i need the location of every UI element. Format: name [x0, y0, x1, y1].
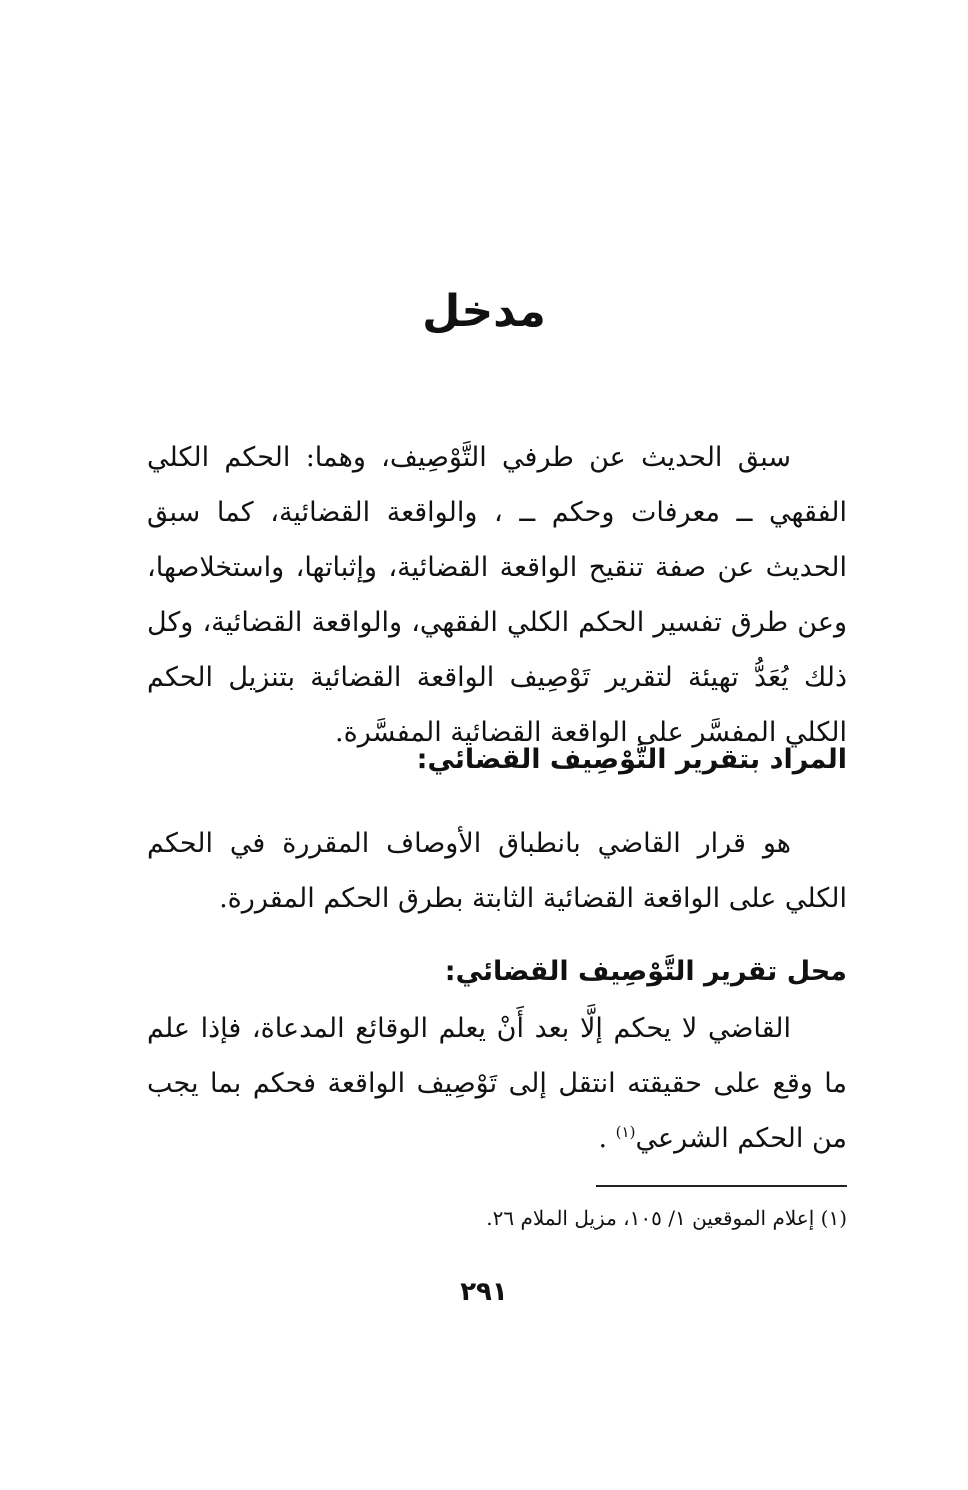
location-ending: .	[598, 1123, 616, 1154]
footnote-divider	[596, 1185, 847, 1187]
page-title: مدخل	[422, 286, 546, 337]
footnote-text: إعلام الموقعين ١/ ١٠٥، مزيل الملام ٢٦.	[486, 1206, 815, 1230]
meaning-text: هو قرار القاضي بانطباق الأوصاف المقررة في الحكم الكلي على الواقعة القضائية الثابتة بطرق الحكم المقررة.	[147, 828, 847, 914]
section-heading-meaning: المراد بتقرير التَّوْصِيف القضائي:	[416, 744, 847, 775]
footnote-marker: (١)	[820, 1206, 847, 1230]
section-body-location	[147, 1001, 847, 1166]
location-text: القاضي لا يحكم إلَّا بعد أَنْ يعلم الوقائع المدعاة، فإذا علم ما وقع على حقيقته انتقل إلى تَوْصِيف الواقعة فحكم بما يجب من الحكم الشرعي	[147, 1013, 847, 1154]
footnote-reference[interactable]: (١)	[615, 1123, 636, 1141]
footnote	[147, 1202, 847, 1234]
intro-text: سبق الحديث عن طرفي التَّوْصِيف، وهما: الحكم الكلي الفقهي ــ معرفات وحكم ــ ، والواقعة القضائية، كما سبق الحديث عن صفة تنقيح الواقعة القضائية، وإثباتها، واستخلاصها، وعن طرق تفسير الحكم الكلي الفقهي، والواقعة القضائية، وكل ذلك يُعَدُّ تهيئة لتقرير تَوْصِيف الواقعة القضائية بتنزيل الحكم الكلي المفسَّر على الواقعة القضائية المفسَّرة.	[147, 442, 847, 748]
section-heading-location: محل تقرير التَّوْصِيف القضائي:	[444, 956, 847, 987]
intro-paragraph	[147, 430, 847, 760]
location-paragraph	[147, 1001, 847, 1166]
page-number: ٢٩١	[460, 1277, 508, 1307]
section-body-meaning	[147, 816, 847, 926]
